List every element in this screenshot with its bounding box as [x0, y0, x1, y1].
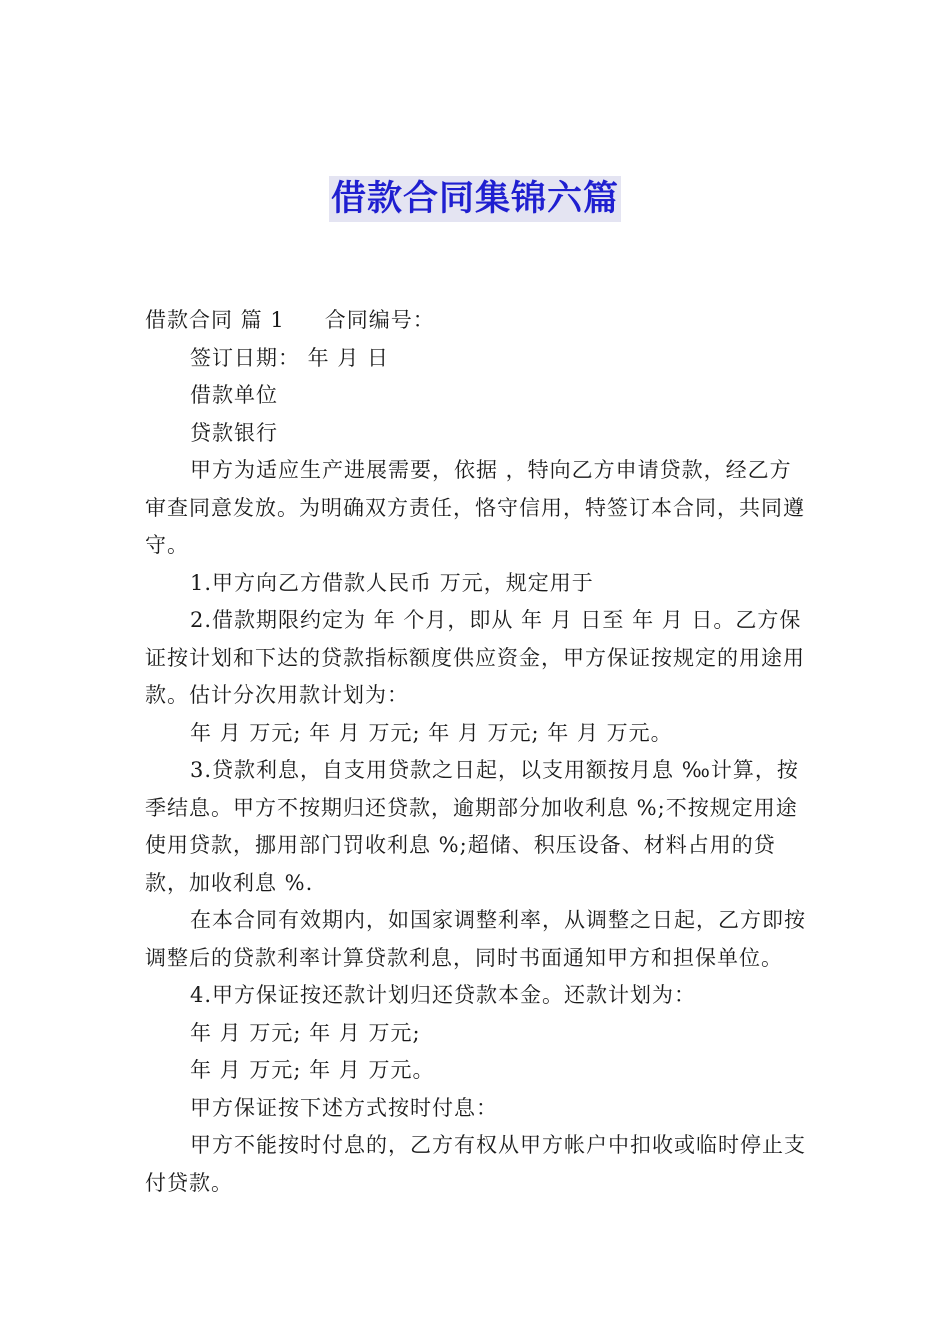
- document-title: 借款合同集锦六篇: [329, 176, 621, 222]
- clause-1: 1.甲方向乙方借款人民币 万元，规定用于: [190, 570, 594, 595]
- signing-date-line: 签订日期： 年 月 日: [190, 345, 390, 370]
- lender-bank-line: 贷款银行: [190, 420, 278, 445]
- document-body: [145, 302, 807, 1202]
- repayment-plan-line-2: 年 月 万元; 年 月 万元。: [190, 1058, 435, 1082]
- intro-paragraph: 甲方为适应生产进展需要，依据 ，特向乙方申请贷款，经乙方审查同意发放。为明确双方责任，恪守信用，特签订本合同，共同遵守。: [145, 458, 805, 557]
- interest-payment-line: 甲方保证按下述方式按时付息：: [190, 1095, 498, 1120]
- rate-adjustment-paragraph: 在本合同有效期内，如国家调整利率，从调整之日起，乙方即按调整后的贷款利率计算贷款利息，同时书面通知甲方和担保单位。: [145, 908, 806, 970]
- clause-2: 2.借款期限约定为 年 个月，即从 年 月 日至 年 月 日。乙方保证按计划和下达的贷款指标额度供应资金，甲方保证按规定的用途用款。估计分次用款计划为：: [145, 608, 805, 707]
- repayment-plan-line-1: 年 月 万元; 年 月 万元;: [190, 1020, 421, 1045]
- clause-4: 4.甲方保证按还款计划归还贷款本金。还款计划为：: [190, 983, 697, 1007]
- default-payment-paragraph: 甲方不能按时付息的，乙方有权从甲方帐户中扣收或临时停止支付贷款。: [145, 1133, 806, 1195]
- borrower-line: 借款单位: [190, 383, 278, 407]
- contract-header-line: [145, 302, 807, 340]
- usage-plan-line: 年 月 万元; 年 月 万元; 年 月 万元; 年 月 万元。: [190, 720, 673, 745]
- clause-3: 3.贷款利息，自支用贷款之日起，以支用额按月息 ‰计算，按季结息。甲方不按期归还贷款，逾期部分加收利息 %;不按规定用途使用贷款，挪用部门罚收利息 %;超储、积压设备、材料占用的贷款，加收利息 %.: [145, 758, 799, 895]
- contract-section-label: 借款合同 篇 1: [145, 308, 285, 332]
- title-container: [0, 176, 950, 222]
- contract-number-label: 合同编号：: [324, 308, 435, 332]
